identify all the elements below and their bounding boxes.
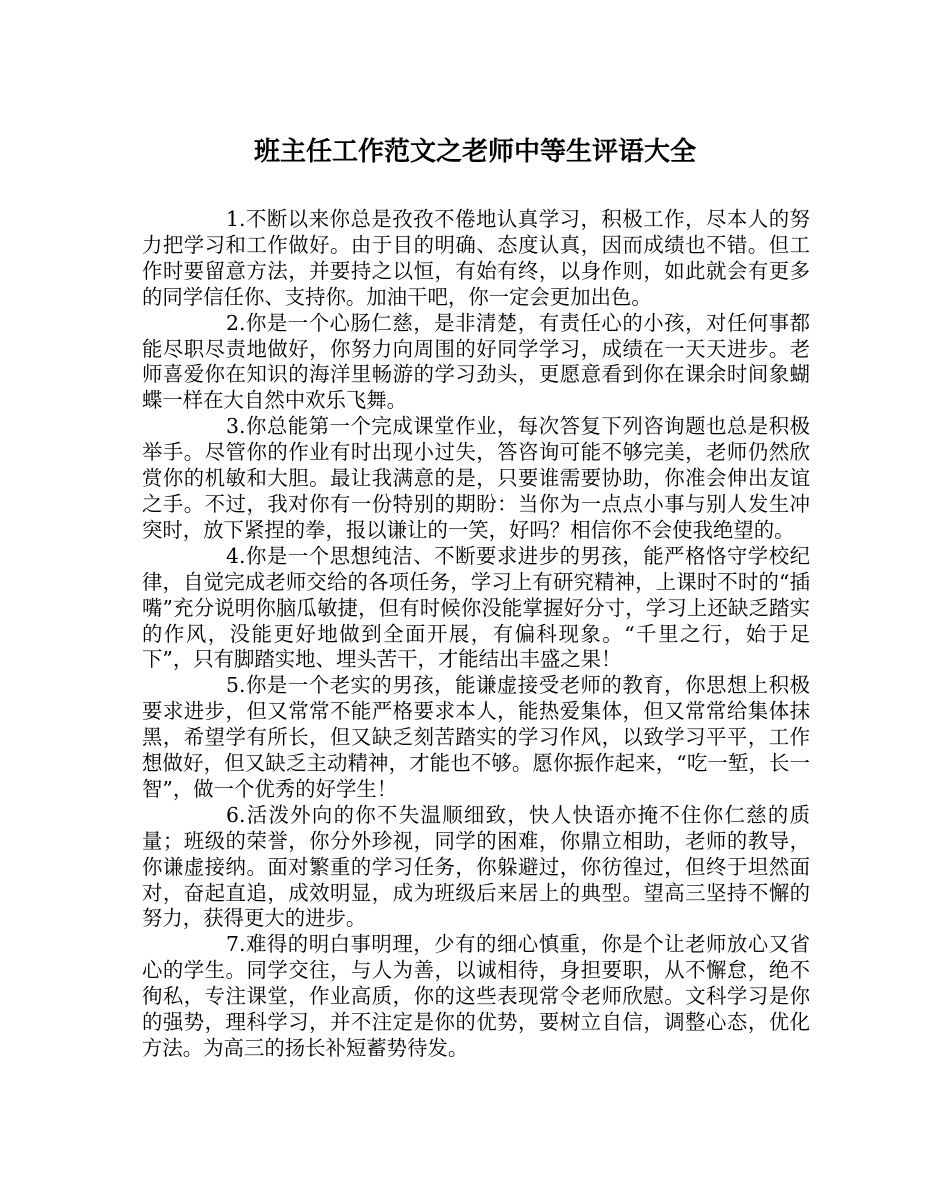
document-title: 班主任工作范文之老师中等生评语大全 [253, 137, 696, 167]
paragraph-1: 1.不断以来你总是孜孜不倦地认真学习，积极工作，尽本人的努力把学习和工作做好。由于目的明确、态度认真，因而成绩也不错。但工作时要留意方法，并要持之以恒，有始有终，以身作则，如此就会有更多的同学信任你、支持你。加油干吧，你一定会更加出色。 [142, 207, 810, 309]
paragraph-6: 6.活泼外向的你不失温顺细致，快人快语亦掩不住你仁慈的质量；班级的荣誉，你分外珍视，同学的困难，你鼎立相助，老师的教导，你谦虚接纳。面对繁重的学习任务，你躲避过，你彷徨过，但终于坦然面对，奋起直追，成效明显，成为班级后来居上的典型。望高三坚持不懈的努力，获得更大的进步。 [142, 802, 810, 931]
paragraph-5: 5.你是一个老实的男孩，能谦虚接受老师的教育，你思想上积极要求进步，但又常常不能严格要求本人，能热爱集体，但又常常给集体抹黑，希望学有所长，但又缺乏刻苦踏实的学习作风，以致学习平平，工作想做好，但又缺乏主动精神，才能也不够。愿你振作起来，“吃一堑，长一智”，做一个优秀的好学生！ [142, 673, 810, 801]
paragraph-3: 3.你总能第一个完成课堂作业，每次答复下列咨询题也总是积极举手。尽管你的作业有时出现小过失，答咨询可能不够完美，老师仍然欣赏你的机敏和大胆。最让我满意的是，只要谁需要协助，你准会伸出友谊之手。不过，我对你有一份特别的期盼：当你为一点点小事与别人发生冲突时，放下紧捏的拳，报以谦让的一笑，好吗？相信你不会使我绝望的。 [142, 414, 810, 542]
paragraph-2: 2.你是一个心肠仁慈，是非清楚，有责任心的小孩，对任何事都能尽职尽责地做好，你努力向周围的好同学学习，成绩在一天天进步。老师喜爱你在知识的海洋里畅游的学习劲头，更愿意看到你在课余时间象蝴蝶一样在大自然中欢乐飞舞。 [142, 310, 810, 413]
document-body [142, 207, 810, 1062]
paragraph-4: 4.你是一个思想纯洁、不断要求进步的男孩，能严格恪守学校纪律，自觉完成老师交给的各项任务，学习上有研究精神，上课时不时的“插嘴”充分说明你脑瓜敏捷，但有时候你没能掌握好分寸，学习上还缺乏踏实的作风，没能更好地做到全面开展，有偏科现象。“千里之行，始于足下”，只有脚踏实地、埋头苦干，才能结出丰盛之果！ [142, 543, 810, 672]
paragraph-7: 7.难得的明白事明理，少有的细心慎重，你是个让老师放心又省心的学生。同学交往，与人为善，以诚相待，身担要职，从不懈怠，绝不徇私，专注课堂，作业高质，你的这些表现常令老师欣慰。文科学习是你的强势，理科学习，并不注定是你的优势，要树立自信，调整心态，优化方法。为高三的扬长补短蓄势待发。 [142, 932, 810, 1060]
